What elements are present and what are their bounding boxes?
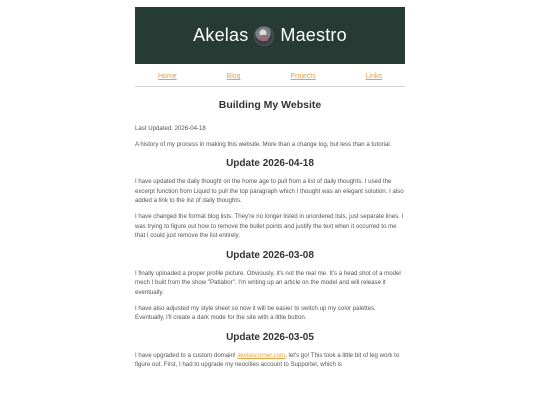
nav-divider: [135, 86, 405, 87]
nav-links-link[interactable]: Links: [365, 73, 382, 80]
section-paragraph: I finally uploaded a proper profile picture. Obviously, it's not the real me. It's a head shot of a model mech I built from the show "Patlabor". I'm writing up an article on the model and will release it eventually.: [135, 269, 401, 296]
section-heading: Update 2026-04-18: [226, 158, 314, 170]
intro-paragraph: A history of my process in making this website. More than a change log, but less than a tutorial.: [135, 140, 392, 148]
avatar-robot-icon: [254, 26, 274, 46]
nav-home-link[interactable]: Home: [158, 73, 177, 80]
section-paragraph: I have updated the daily thought on the home age to pull from a list of daily thoughts. I used the excerpt function from Liquid to pull the top paragraph which I thought was an elegant solution. I also added a link to the list of daily thoughts.: [135, 178, 404, 205]
paragraph-text: , let's go! This took a little bit of leg work to figure out. First, I had to upgrade my neocities account to Supporter, which is: [135, 351, 400, 369]
nav-projects-link[interactable]: Projects: [290, 73, 316, 80]
site-banner: [135, 7, 405, 64]
page-title: Building My Website: [218, 99, 322, 111]
domain-link[interactable]: akelascorner.com: [237, 351, 286, 359]
paragraph-text: I have upgraded to a custom domain!: [135, 351, 238, 359]
last-updated-text: Last Updated: 2026-04-18: [135, 125, 206, 132]
section-heading: Update 2026-03-08: [226, 249, 314, 261]
site-title-right: Maestro: [280, 25, 347, 45]
section-heading: Update 2026-03-05: [226, 331, 314, 343]
section-paragraph: I have also adjusted my style sheet so now it will be easier to switch up my color palettes. Eventually, I'll create a dark mode for the site with a little button.: [135, 304, 376, 322]
section-paragraph: I have changed the format blog lists. They're no longer listed in unordered lists, just separate lines. I was trying to figure out how to remove the bullet points and justify the text when it occurred to me that I could just remove the list entirely.: [135, 212, 404, 240]
main-nav: [135, 73, 405, 80]
nav-blog-link[interactable]: Blog: [226, 73, 241, 80]
site-title-left: Akelas: [193, 25, 249, 45]
page-container: [135, 7, 405, 370]
section-paragraph: [135, 351, 405, 370]
